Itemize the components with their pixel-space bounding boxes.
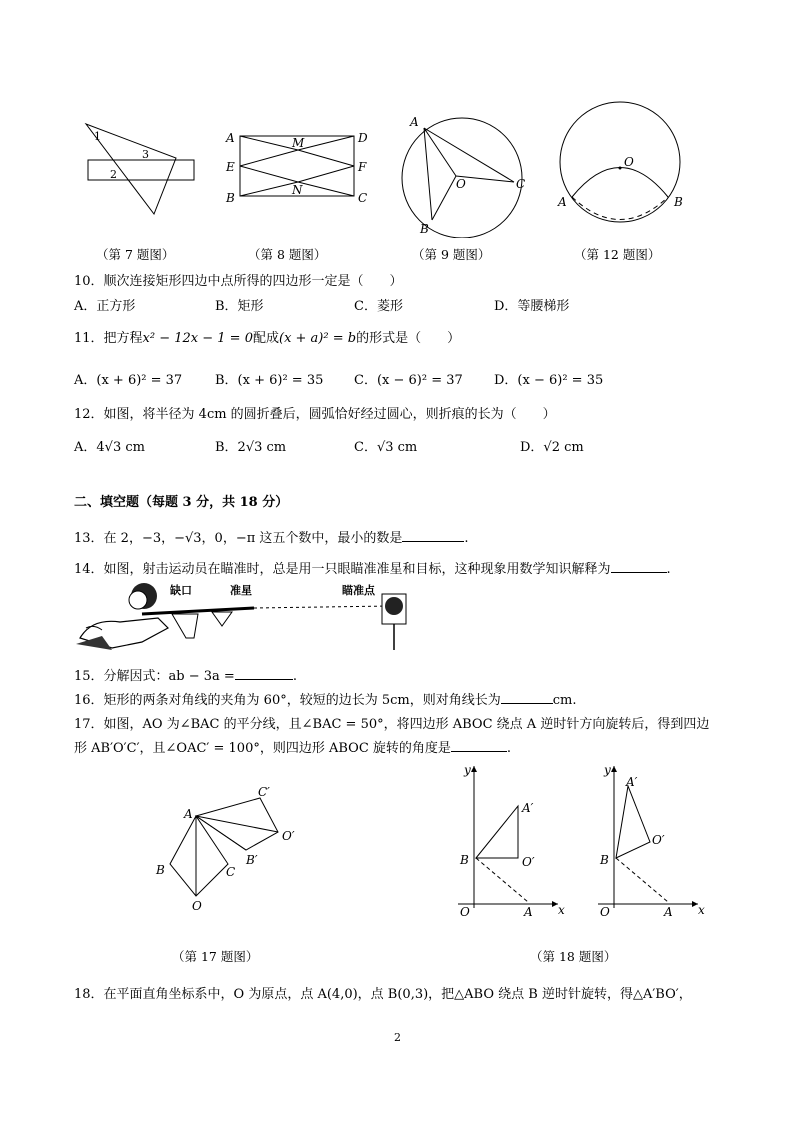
page-number: 2	[394, 1031, 401, 1044]
svg-text:B: B	[420, 222, 429, 236]
q12-option-d: D．√2 cm	[520, 440, 584, 455]
q15-answer-blank[interactable]	[235, 667, 293, 680]
svg-text:B: B	[674, 195, 683, 209]
q18-stem: 18．在平面直角坐标系中，O 为原点，点 A(4,0)，点 B(0,3)，把△ABO 绕点 B 逆时针旋转，得△A′BO′，	[74, 987, 692, 1002]
q12-stem: 12．如图，将半径为 4cm 的圆折叠后，圆弧恰好经过圆心，则折痕的长为（ ）	[74, 407, 556, 422]
q10-option-d: D．等腰梯形	[494, 299, 570, 314]
q14-answer-blank[interactable]	[611, 560, 667, 573]
svg-text:E: E	[226, 160, 235, 174]
q10-option-c: C．菱形	[354, 299, 403, 314]
svg-text:B′: B′	[246, 853, 258, 867]
q15-stem: 15．分解因式：ab − 3a = .	[74, 669, 297, 684]
svg-text:A: A	[664, 905, 673, 919]
svg-text:B: B	[156, 863, 165, 877]
svg-text:O: O	[600, 905, 610, 919]
svg-text:O: O	[456, 177, 466, 191]
figure-18	[452, 762, 712, 922]
svg-text:y: y	[464, 763, 471, 777]
fig9-caption: （第 9 题图）	[412, 247, 491, 262]
svg-text:N: N	[292, 183, 303, 197]
svg-text:O: O	[624, 155, 634, 169]
svg-text:O: O	[192, 899, 202, 913]
q11-option-a: A．(x + 6)² = 37	[74, 373, 183, 388]
figure-7	[80, 118, 200, 218]
svg-text:F: F	[358, 160, 367, 174]
svg-text:O′: O′	[522, 855, 535, 869]
notch-label: 缺口	[170, 584, 192, 597]
svg-text:C: C	[226, 865, 236, 879]
q14-stem: 14．如图，射击运动员在瞄准时，总是用一只眼瞄准准星和目标，这种现象用数学知识解释为 .	[74, 562, 671, 577]
svg-text:A: A	[524, 905, 533, 919]
fig8-caption: （第 8 题图）	[248, 247, 327, 262]
angle-1-label: 1	[94, 130, 101, 143]
svg-text:A: A	[184, 807, 193, 821]
svg-text:x: x	[558, 903, 565, 917]
figure-12	[556, 94, 692, 244]
q13-answer-blank[interactable]	[402, 529, 464, 542]
fig18-caption: （第 18 题图）	[530, 949, 617, 964]
svg-text:C: C	[516, 177, 526, 191]
q11-option-b: B．(x + 6)² = 35	[215, 373, 324, 388]
figure-9	[396, 112, 534, 238]
q10-option-b: B．矩形	[215, 299, 264, 314]
svg-text:x: x	[698, 903, 705, 917]
svg-text:A: A	[558, 195, 567, 209]
q12-option-c: C．√3 cm	[354, 440, 418, 455]
q11-stem: 11．把方程x² − 12x − 1 = 0配成(x + a)² = b的形式是（ ）	[74, 331, 461, 346]
svg-text:A: A	[226, 131, 235, 145]
q13-stem: 13．在 2，−3，−√3，0，−π 这五个数中，最小的数是 .	[74, 531, 469, 546]
figure-8	[222, 128, 372, 208]
q11-option-d: D．(x − 6)² = 35	[494, 373, 604, 388]
fig12-caption: （第 12 题图）	[574, 247, 661, 262]
figure-14-shooter	[72, 578, 422, 656]
angle-2-label: 2	[110, 168, 117, 181]
svg-text:O′: O′	[282, 829, 295, 843]
q12-option-b: B．2√3 cm	[215, 440, 287, 455]
q16-stem: 16．矩形的两条对角线的夹角为 60°，较短的边长为 5cm，则对角线长为 cm.	[74, 693, 577, 708]
q11-option-c: C．(x − 6)² = 37	[354, 373, 463, 388]
fig17-caption: （第 17 题图）	[172, 949, 259, 964]
svg-text:A′: A′	[626, 775, 638, 789]
fig7-caption: （第 7 题图）	[96, 247, 175, 262]
q12-option-a: A．4√3 cm	[74, 440, 145, 455]
svg-text:A: A	[410, 115, 419, 129]
svg-text:B: B	[226, 191, 235, 205]
section-2-title: 二、填空题（每题 3 分，共 18 分）	[74, 495, 289, 510]
svg-text:y: y	[604, 763, 611, 777]
svg-text:M: M	[292, 136, 305, 150]
svg-text:C: C	[358, 191, 368, 205]
figure-17	[150, 780, 310, 914]
aim-point-label: 瞄准点	[342, 584, 375, 597]
svg-text:O: O	[460, 905, 470, 919]
angle-3-label: 3	[142, 148, 149, 161]
q16-answer-blank[interactable]	[501, 691, 553, 704]
q10-stem: 10．顺次连接矩形四边中点所得的四边形一定是（ ）	[74, 274, 403, 289]
svg-text:B: B	[460, 853, 469, 867]
q17-line1: 17．如图，AO 为∠BAC 的平分线，且∠BAC = 50°，将四边形 ABOC 绕点 A 逆时针方向旋转后，得到四边	[74, 717, 710, 732]
svg-text:D: D	[358, 131, 368, 145]
svg-text:A′: A′	[522, 801, 534, 815]
svg-text:C′: C′	[258, 785, 270, 799]
front-sight-label: 准星	[230, 584, 252, 597]
q17-line2: 形 AB′O′C′，且∠OAC′ = 100°，则四边形 ABOC 旋转的角度是 .	[74, 741, 512, 756]
q17-answer-blank[interactable]	[451, 739, 507, 752]
svg-text:B: B	[600, 853, 609, 867]
svg-text:O′: O′	[652, 833, 665, 847]
q10-option-a: A．正方形	[74, 299, 136, 314]
